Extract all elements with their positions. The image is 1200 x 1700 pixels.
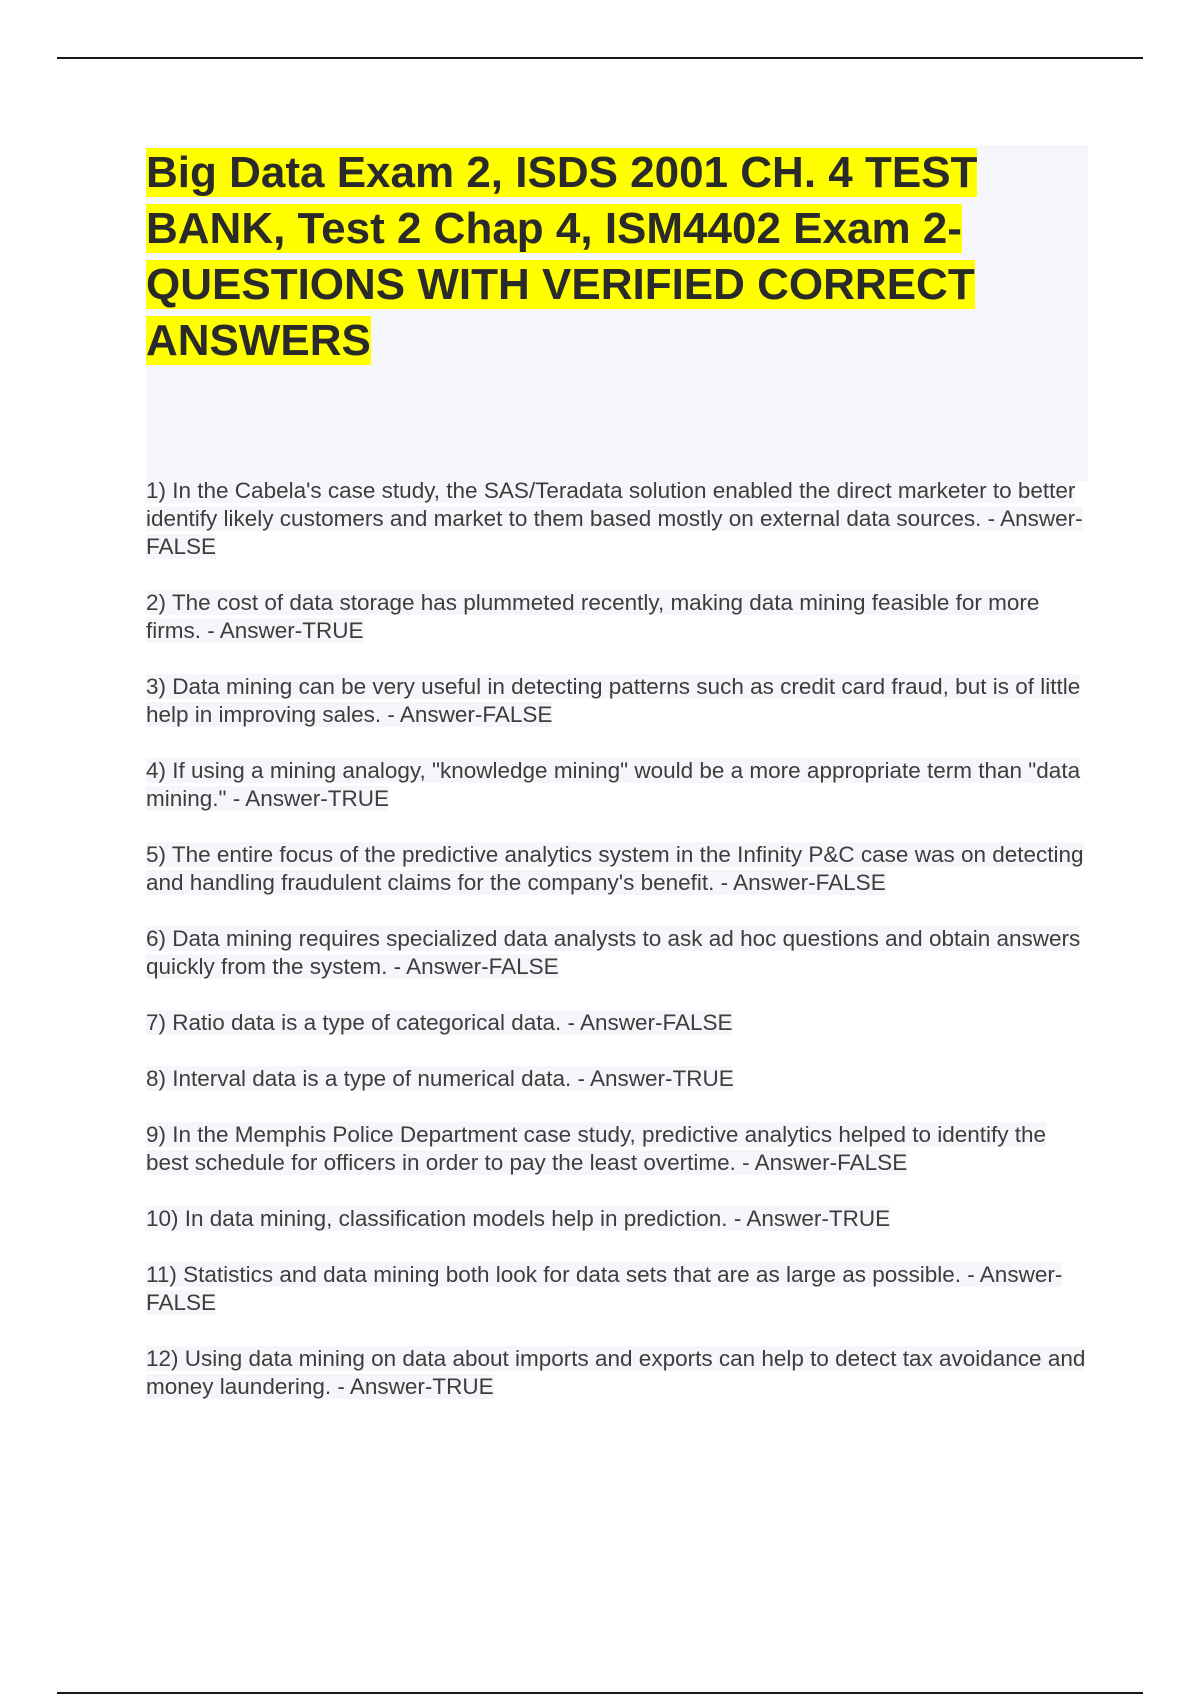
question-item [146,673,1091,729]
question-text: 1) In the Cabela's case study, the SAS/Teradata solution enabled the direct marketer to better identify likely customers and market to them based mostly on external data sources. - Answer-FALSE [146,478,1083,559]
question-text: 9) In the Memphis Police Department case study, predictive analytics helped to identify the best schedule for officers in order to pay the least overtime. - Answer-FALSE [146,1122,1047,1175]
question-text: 5) The entire focus of the predictive analytics system in the Infinity P&C case was on detecting and handling fraudulent claims for the company's benefit. - Answer-FALSE [146,842,1084,895]
question-item [146,1345,1091,1401]
question-text: 4) If using a mining analogy, "knowledge mining" would be a more appropriate term than "data mining." - Answer-TRUE [146,758,1081,811]
bottom-rule [57,1692,1143,1694]
question-list [146,477,1091,1429]
document-title [146,145,1088,369]
question-item [146,1009,1091,1037]
question-text: 11) Statistics and data mining both look for data sets that are as large as possible. - Answer-FALSE [146,1262,1063,1315]
question-item [146,1205,1091,1233]
question-text: 3) Data mining can be very useful in detecting patterns such as credit card fraud, but is of little help in improving sales. - Answer-FALSE [146,674,1081,727]
question-text: 12) Using data mining on data about imports and exports can help to detect tax avoidance and money laundering. - Answer-TRUE [146,1346,1086,1399]
document-title-text: Big Data Exam 2, ISDS 2001 CH. 4 TEST BANK, Test 2 Chap 4, ISM4402 Exam 2- QUESTIONS WITH VERIFIED CORRECT ANSWERS [146,148,978,365]
question-item [146,1065,1091,1093]
top-rule [57,57,1143,59]
question-item [146,1121,1091,1177]
question-item [146,589,1091,645]
question-text: 2) The cost of data storage has plummeted recently, making data mining feasible for more firms. - Answer-TRUE [146,590,1040,643]
question-text: 10) In data mining, classification models help in prediction. - Answer-TRUE [146,1206,891,1231]
question-text: 7) Ratio data is a type of categorical data. - Answer-FALSE [146,1010,733,1035]
question-item [146,477,1091,561]
question-item [146,757,1091,813]
question-item [146,841,1091,897]
question-text: 6) Data mining requires specialized data analysts to ask ad hoc questions and obtain answers quickly from the system. - Answer-FALSE [146,926,1081,979]
question-item [146,1261,1091,1317]
question-text: 8) Interval data is a type of numerical data. - Answer-TRUE [146,1066,734,1091]
title-block [146,145,1088,481]
question-item [146,925,1091,981]
